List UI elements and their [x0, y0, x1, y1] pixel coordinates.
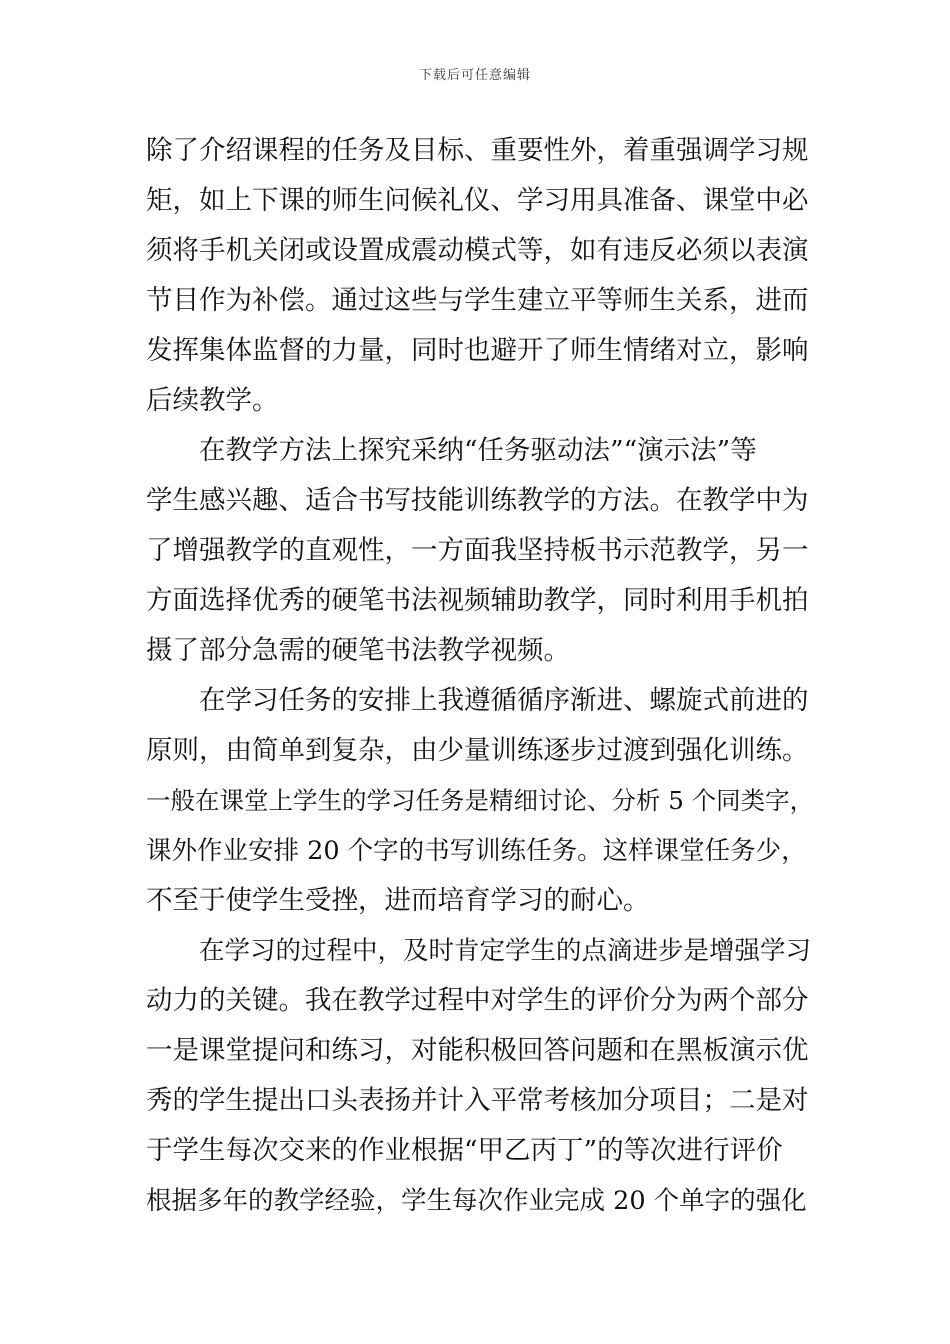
text-line: 节目作为补偿。通过这些与学生建立平等师生关系，进而: [146, 285, 809, 316]
text-line: 了增强教学的直观性，一方面我坚持板书示范教学，另一: [146, 535, 809, 566]
text-line: 秀的学生提出口头表扬并计入平常考核加分项目；二是对: [146, 1085, 809, 1116]
text-line: 矩，如上下课的师生问候礼仪、学习用具准备、课堂中必: [146, 185, 809, 216]
text-line: 发挥集体监督的力量，同时也避开了师生情绪对立，影响: [146, 335, 809, 366]
text-line: 摄了部分急需的硬笔书法教学视频。: [146, 635, 570, 666]
text-line: 于学生每次交来的作业根据“甲乙丙丁”的等次进行评价: [146, 1135, 783, 1166]
text-line: 一是课堂提问和练习，对能积极回答问题和在黑板演示优: [146, 1035, 809, 1066]
text-line: 须将手机关闭或设置成震动模式等，如有违反必须以表演: [146, 235, 809, 266]
text-line: 学生感兴趣、适合书写技能训练教学的方法。在教学中为: [146, 485, 809, 516]
page-header: 下载后可任意编辑: [418, 68, 531, 83]
text-line: 方面选择优秀的硬笔书法视频辅助教学，同时利用手机拍: [146, 585, 809, 616]
text-line: 不至于使学生受挫，进而培育学习的耐心。: [146, 885, 650, 916]
text-line: 动力的关键。我在教学过程中对学生的评价分为两个部分: [146, 985, 809, 1016]
text-line: 课外作业安排 20 个字的书写训练任务。这样课堂任务少，: [146, 836, 807, 866]
text-line: 在学习的过程中，及时肯定学生的点滴进步是增强学习: [199, 936, 812, 966]
document-body: [146, 126, 816, 1226]
text-line: 根据多年的教学经验，学生每次作业完成 20 个单字的强化: [146, 1186, 807, 1216]
text-line: 除了介绍课程的任务及目标、重要性外，着重强调学习规: [146, 135, 809, 166]
text-line: 原则，由简单到复杂，由少量训练逐步过渡到强化训练。: [146, 735, 809, 766]
text-line: 后续教学。: [146, 385, 279, 416]
text-line: 在教学方法上探究采纳“任务驱动法”“演示法”等: [199, 435, 757, 466]
text-line: 在学习任务的安排上我遵循循序渐进、螺旋式前进的: [199, 685, 809, 716]
text-line: 一般在课堂上学生的学习任务是精细讨论、分析 5 个同类字，: [146, 786, 815, 815]
